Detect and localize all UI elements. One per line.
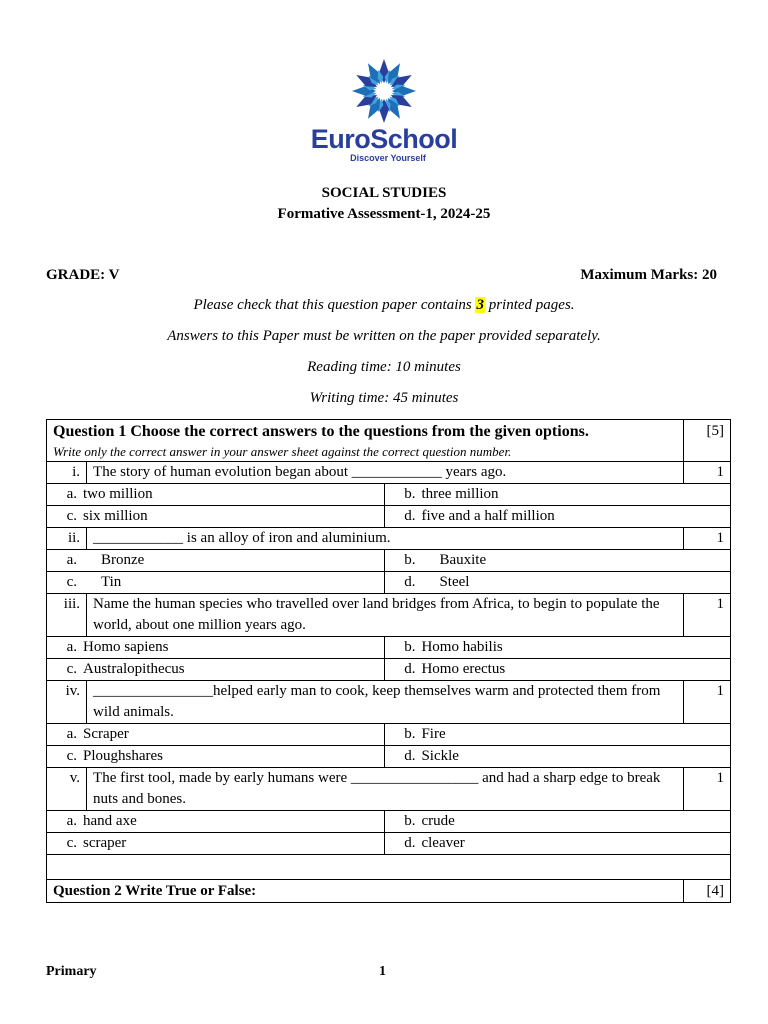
option-text: Sickle: [421, 748, 459, 764]
question-number: iv.: [47, 681, 87, 724]
option-text: cleaver: [421, 835, 465, 851]
option-text: Bauxite: [439, 552, 487, 568]
option-cell: [47, 724, 385, 746]
option-letter: c.: [66, 661, 77, 677]
option-cell: [47, 746, 385, 768]
question-row: [47, 462, 731, 484]
question-table: [46, 419, 731, 903]
option-text: Homo erectus: [421, 661, 506, 677]
spacer-row: [47, 855, 731, 880]
option-letter: a.: [66, 813, 77, 829]
option-text: Australopithecus: [83, 661, 185, 677]
option-letter: a.: [66, 639, 77, 655]
subject-title: SOCIAL STUDIES: [321, 185, 447, 201]
question-number: v.: [47, 768, 87, 811]
option-text: Fire: [421, 726, 446, 742]
pages-post: printed pages.: [484, 297, 575, 313]
option-cell: [385, 572, 731, 594]
option-cell: [47, 811, 385, 833]
option-letter: a.: [66, 486, 77, 502]
option-text: six million: [83, 508, 148, 524]
option-letter: a.: [66, 552, 77, 568]
option-text: five and a half million: [421, 508, 555, 524]
footer-level: Primary: [46, 964, 97, 979]
option-cell: [385, 811, 731, 833]
option-letter: b.: [404, 726, 416, 742]
option-text: scraper: [83, 835, 127, 851]
max-marks-label: Maximum Marks: 20: [580, 267, 717, 283]
q1-marks: [5]: [683, 420, 730, 462]
star-flower-icon: [346, 58, 422, 124]
option-letter: c.: [66, 835, 77, 851]
option-cell: [47, 833, 385, 855]
reading-time: Reading time: 10 minutes: [307, 359, 461, 375]
option-text: Homo sapiens: [83, 639, 169, 655]
option-text: Ploughshares: [83, 748, 163, 764]
option-row: [47, 637, 731, 659]
writing-time: Writing time: 45 minutes: [309, 390, 459, 406]
q2-marks: [4]: [683, 880, 730, 903]
option-text: hand axe: [83, 813, 137, 829]
question-text: The first tool, made by early humans were _________________ and had a sharp edge to break nuts and bones.: [87, 768, 684, 811]
option-cell: [385, 746, 731, 768]
question-number: iii.: [47, 594, 87, 637]
answers-instruction: Answers to this Paper must be written on the paper provided separately.: [167, 328, 601, 344]
option-row: [47, 811, 731, 833]
option-cell: [385, 659, 731, 681]
question-row: [47, 528, 731, 550]
option-letter: a.: [66, 726, 77, 742]
option-letter: b.: [404, 486, 416, 502]
option-cell: [47, 484, 385, 506]
option-text: Scraper: [83, 726, 129, 742]
option-letter: b.: [404, 552, 416, 568]
question-mark: 1: [683, 681, 730, 724]
option-row: [47, 724, 731, 746]
option-row: [47, 833, 731, 855]
option-text: Bronze: [101, 552, 145, 568]
option-letter: c.: [66, 574, 77, 590]
option-row: [47, 572, 731, 594]
pages-instruction: [0, 297, 768, 314]
option-cell: [47, 506, 385, 528]
question-mark: 1: [683, 528, 730, 550]
option-cell: [385, 506, 731, 528]
brand-name: EuroSchool: [310, 124, 458, 154]
question-row: [47, 681, 731, 724]
exam-title: Formative Assessment-1, 2024-25: [277, 206, 491, 222]
option-cell: [47, 572, 385, 594]
option-text: Tin: [101, 574, 122, 590]
question-number: ii.: [47, 528, 87, 550]
option-letter: b.: [404, 639, 416, 655]
question-text: Name the human species who travelled over land bridges from Africa, to begin to populate the world, about one million years ago.: [87, 594, 684, 637]
brand-tagline: Discover Yourself: [350, 153, 426, 163]
option-row: [47, 746, 731, 768]
option-row: [47, 484, 731, 506]
q2-title: Question 2 Write True or False:: [47, 880, 684, 903]
option-letter: d.: [404, 508, 416, 524]
option-text: crude: [421, 813, 455, 829]
option-text: Steel: [439, 574, 470, 590]
question-mark: 1: [683, 462, 730, 484]
option-letter: c.: [66, 508, 77, 524]
option-letter: d.: [404, 574, 416, 590]
question-row: [47, 768, 731, 811]
option-letter: d.: [404, 661, 416, 677]
option-cell: [385, 484, 731, 506]
option-cell: [47, 637, 385, 659]
question-mark: 1: [683, 594, 730, 637]
option-letter: c.: [66, 748, 77, 764]
option-cell: [385, 724, 731, 746]
page-number: 1: [379, 964, 386, 979]
option-cell: [47, 659, 385, 681]
question-text: The story of human evolution began about ____________ years ago.: [87, 462, 684, 484]
school-logo: [0, 58, 768, 124]
question-text: ____________ is an alloy of iron and aluminium.: [87, 528, 684, 550]
option-cell: [385, 550, 731, 572]
option-row: [47, 506, 731, 528]
option-row: [47, 659, 731, 681]
option-row: [47, 550, 731, 572]
option-letter: d.: [404, 748, 416, 764]
option-text: three million: [421, 486, 499, 502]
option-letter: b.: [404, 813, 416, 829]
q1-header-row: [47, 420, 731, 462]
option-cell: [385, 637, 731, 659]
question-mark: 1: [683, 768, 730, 811]
pages-pre: Please check that this question paper contains: [193, 297, 476, 313]
page-count-highlight: 3: [476, 297, 484, 313]
question-row: [47, 594, 731, 637]
grade-label: GRADE: V: [46, 267, 120, 283]
option-cell: [385, 833, 731, 855]
question-number: i.: [47, 462, 87, 484]
q1-header: [47, 420, 684, 462]
option-text: Homo habilis: [421, 639, 503, 655]
q2-header-row: [47, 880, 731, 903]
spacer-cell: [47, 855, 731, 880]
question-text: ________________helped early man to cook, keep themselves warm and protected them from wild animals.: [87, 681, 684, 724]
q1-note: Write only the correct answer in your answer sheet against the correct question number.: [53, 444, 512, 459]
option-cell: [47, 550, 385, 572]
q1-title: Question 1 Choose the correct answers to the questions from the given options.: [53, 423, 589, 440]
option-letter: d.: [404, 835, 416, 851]
option-text: two million: [83, 486, 153, 502]
